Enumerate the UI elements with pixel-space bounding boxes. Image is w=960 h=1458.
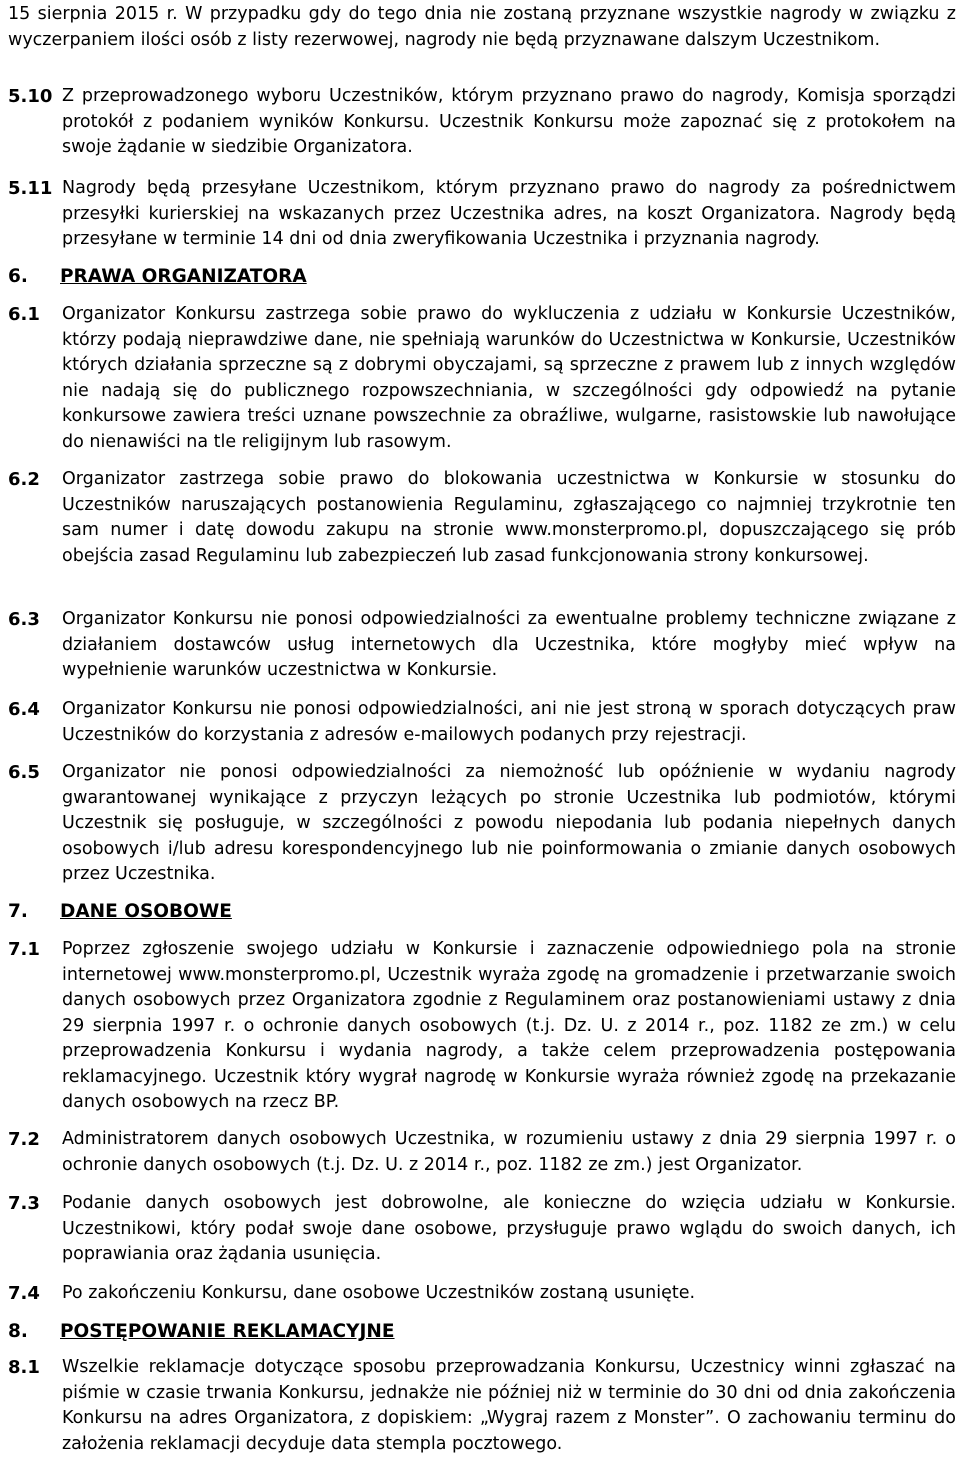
paragraph-text: Po zakończeniu Konkursu, dane osobowe Uczestników zostaną usunięte. — [62, 1283, 696, 1303]
intro-text: 15 sierpnia 2015 r. W przypadku gdy do tego dnia nie zostaną przyznane wszystkie nagrody w związku z wyczerpaniem ilości osób z listy rezerwowej, nagrody nie będą przyznawane dalszym Uczestnikom. — [8, 4, 956, 50]
paragraph-number: 7.1 — [8, 939, 40, 960]
paragraph-number: 6.3 — [8, 609, 40, 630]
paragraph-text: Administratorem danych osobowych Uczestnika, w rozumieniu ustawy z dnia 29 sierpnia 1997 r. o ochronie danych osobowych (t.j. Dz. U. z 2014 r., poz. 1182 ze zm.) jest Organizator. — [62, 1129, 956, 1175]
section-heading-7 — [8, 899, 232, 924]
section-title: DANE OSOBOWE — [60, 901, 232, 922]
section-number: 6. — [8, 266, 28, 287]
paragraph-number: 5.11 — [8, 178, 53, 199]
paragraph-text: Z przeprowadzonego wyboru Uczestników, którym przyznano prawo do nagrody, Komisja sporządzi protokół z podaniem wyników Konkursu. Uczestnik Konkursu może zapoznać się z protokołem na swoje żądanie w siedzibie Organizatora. — [62, 86, 956, 157]
paragraph-number: 8.1 — [8, 1357, 40, 1378]
paragraph-text: Wszelkie reklamacje dotyczące sposobu przeprowadzania Konkursu, Uczestnicy winni zgłaszać na piśmie w czasie trwania Konkursu, jednakże nie później niż w terminie do 30 dni od dnia zakończenia Konkursu na adres Organizatora, z dopiskiem: „Wygraj razem z Monster”. O zachowaniu terminu do założenia reklamacji decyduje data stempla pocztowego. — [62, 1357, 956, 1454]
paragraph-text: Nagrody będą przesyłane Uczestnikom, którym przyznano prawo do nagrody za pośrednictwem przesyłki kurierskiej na wskazanych przez Uczestnika adres, na koszt Organizatora. Nagrody będą przesyłane w terminie 14 dni od dnia zweryfikowania Uczestnika i przyznania nagrody. — [62, 178, 956, 249]
section-title: PRAWA ORGANIZATORA — [60, 266, 307, 287]
paragraph-number: 7.3 — [8, 1193, 40, 1214]
paragraph-text: Organizator Konkursu nie ponosi odpowiedzialności, ani nie jest stroną w sporach dotyczących praw Uczestników do korzystania z adresów e-mailowych podanych przy rejestracji. — [62, 699, 956, 745]
paragraph-text: Organizator Konkursu nie ponosi odpowiedzialności za ewentualne problemy techniczne związane z działaniem dostawców usług internetowych dla Uczestnika, które mogłyby mieć wpływ na wypełnienie warunków uczestnictwa w Konkursie. — [62, 609, 956, 680]
section-number: 7. — [8, 901, 28, 922]
paragraph-text: Organizator Konkursu zastrzega sobie prawo do wykluczenia z udziału w Konkursie Uczestników, którzy podają nieprawdziwe dane, nie spełniają warunków do Uczestnictwa w Konkursie, Uczestników których działania sprzeczne są z dobrymi obyczajami, są sprzeczne z prawem lub z innych względów nie nadają się do publicznego rozpowszechniania, w szczególności gdy odpowiedź na pytanie konkursowe zawiera treści uznane powszechnie za obraźliwe, wulgarne, rasistowskie lub nawołujące do nienawiści na tle religijnym lub rasowym. — [62, 304, 956, 452]
paragraph-text: Organizator nie ponosi odpowiedzialności za niemożność lub opóźnienie w wydaniu nagrody gwarantowanej wynikające z przyczyn leżących po stronie Uczestnika lub podmiotów, którymi Uczestnik się posługuje, w szczególności z powodu niepodania lub podania niepełnych danych osobowych i/lub adresu korespondencyjnego lub nie poinformowania o zmianie danych osobowych przez Uczestnika. — [62, 762, 956, 884]
paragraph-number: 5.10 — [8, 86, 53, 107]
paragraph-number: 6.1 — [8, 304, 40, 325]
section-heading-6 — [8, 264, 307, 289]
paragraph-number: 6.5 — [8, 762, 40, 783]
paragraph-text: Poprzez zgłoszenie swojego udziału w Konkursie i zaznaczenie odpowiedniego pola na stronie internetowej www.monsterpromo.pl, Uczestnik wyraża zgodę na gromadzenie i przetwarzanie swoich danych osobowych przez Organizatora zgodnie z Regulaminem oraz postanowieniami ustawy z dnia 29 sierpnia 1997 r. o ochronie danych osobowych (t.j. Dz. U. z 2014 r., poz. 1182 ze zm.) w celu przeprowadzenia Konkursu i wydania nagrody, a także celem przeprowadzenia postępowania reklamacyjnego. Uczestnik który wygrał nagrodę w Konkursie wyraża również zgodę na przekazanie danych osobowych na rzecz BP. — [62, 939, 956, 1112]
paragraph-text: Organizator zastrzega sobie prawo do blokowania uczestnictwa w Konkursie w stosunku do Uczestników naruszających postanowienia Regulaminu, zgłaszającego co najmniej trzykrotnie ten sam numer i datę dowodu zakupu na stronie www.monsterpromo.pl, dopuszczającego się prób obejścia zasad Regulaminu lub zabezpieczeń lub zasad funkcjonowania strony konkursowej. — [62, 469, 956, 566]
section-heading-8 — [8, 1319, 395, 1344]
paragraph-number: 6.2 — [8, 469, 40, 490]
paragraph-number: 6.4 — [8, 699, 40, 720]
paragraph-number: 7.4 — [8, 1283, 40, 1304]
paragraph-text: Podanie danych osobowych jest dobrowolne, ale konieczne do wzięcia udziału w Konkursie. Uczestnikowi, który podał swoje dane osobowe, przysługuje prawo wglądu do swoich danych, ich poprawiania oraz żądania usunięcia. — [62, 1193, 956, 1264]
section-title: POSTĘPOWANIE REKLAMACYJNE — [60, 1321, 395, 1342]
paragraph-number: 7.2 — [8, 1129, 40, 1150]
section-number: 8. — [8, 1321, 28, 1342]
